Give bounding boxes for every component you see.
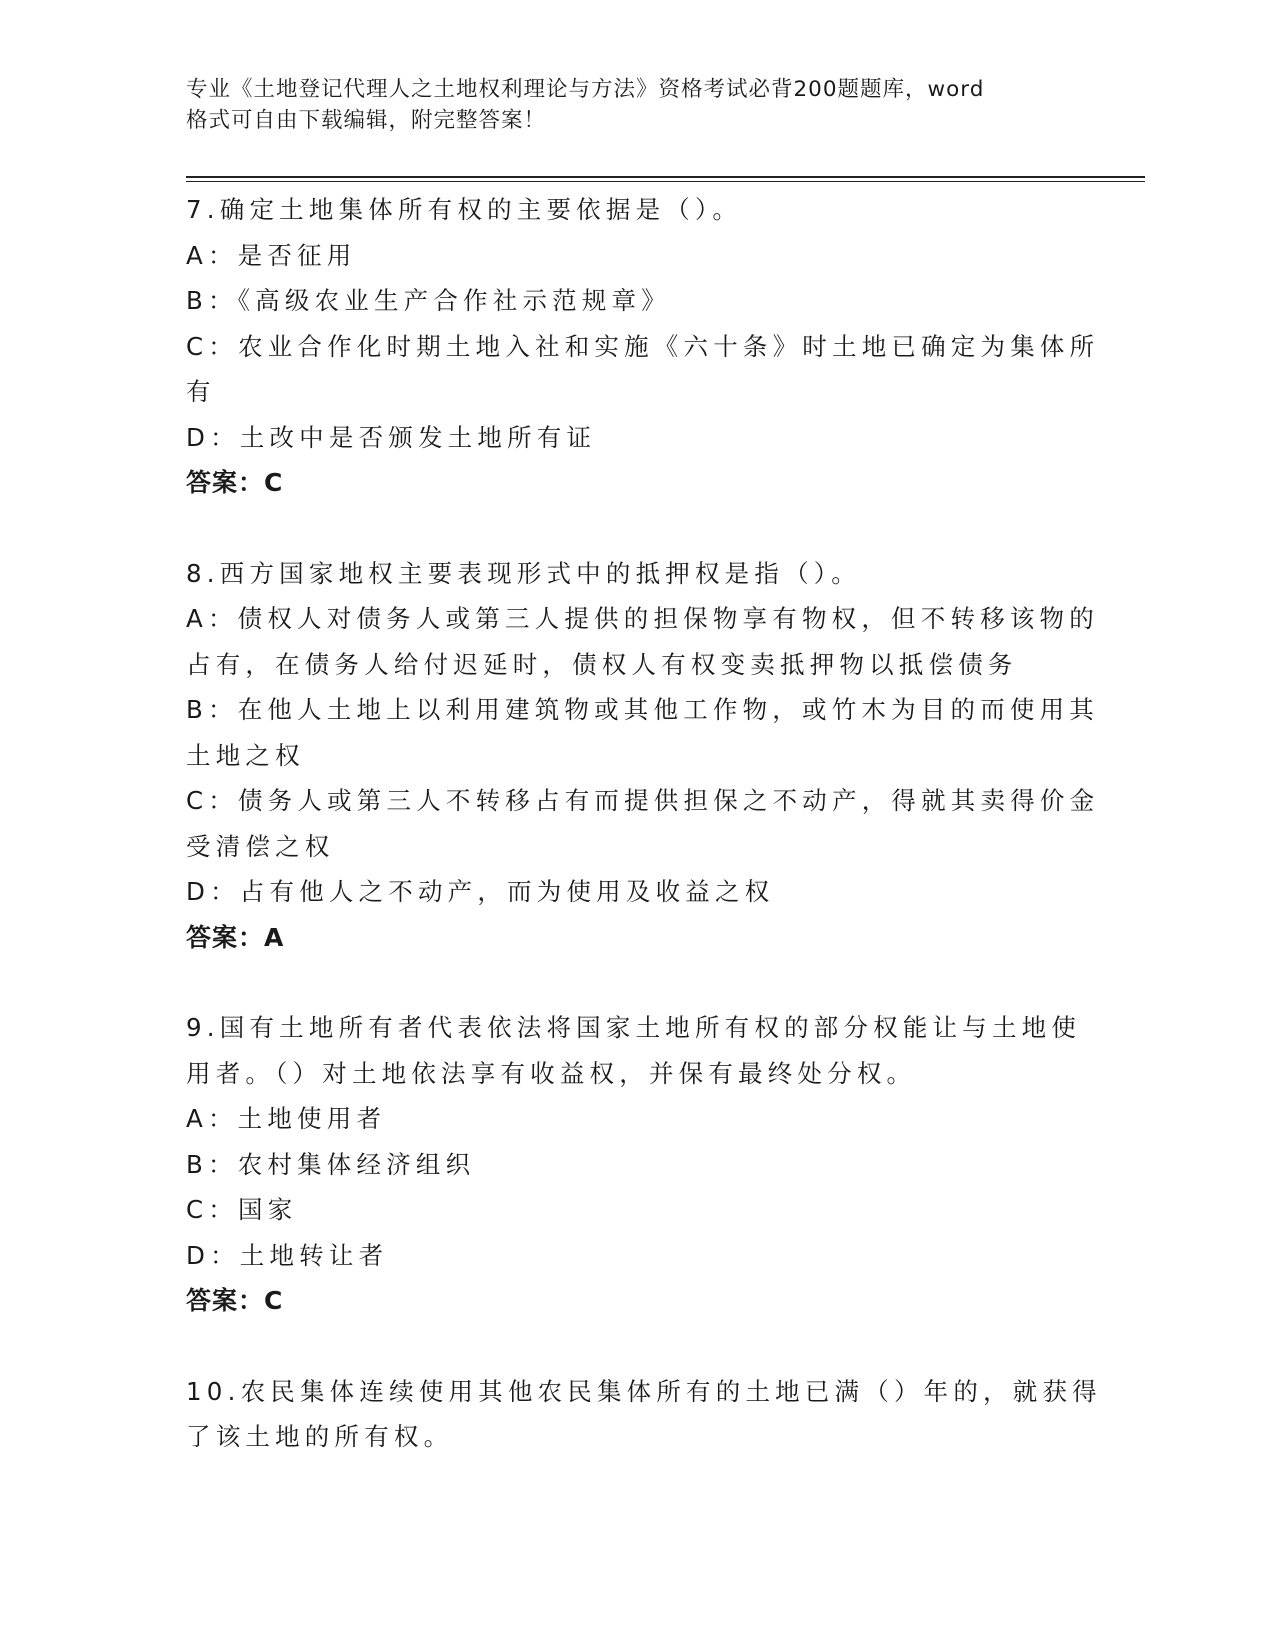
- option-b: B：《高级农业生产合作社示范规章》: [186, 286, 671, 315]
- question-7: [186, 187, 1100, 506]
- option-a: A：是否征用: [186, 240, 357, 270]
- question-stem: 10.农民集体连续使用其他农民集体所有的土地已满（）年的，就获得: [186, 1376, 1102, 1406]
- option-a: A：债权人对债务人或第三人提供的担保物享有物权，但不转移该物的: [186, 604, 1099, 633]
- option-c-continued: 受清偿之权: [186, 831, 335, 861]
- question-list: [186, 187, 1102, 1505]
- answer-label: 答案：C: [186, 1286, 284, 1315]
- option-b: B：农村集体经济组织: [186, 1149, 476, 1179]
- option-d: D：土地转让者: [186, 1240, 389, 1270]
- option-a-continued: 占有，在债务人给付迟延时，债权人有权变卖抵押物以抵偿债务: [186, 649, 1018, 679]
- question-10: [186, 1369, 1102, 1460]
- option-d: D：占有他人之不动产，而为使用及收益之权: [186, 877, 775, 906]
- option-c: C：农业合作化时期土地入社和实施《六十条》时土地已确定为集体所: [186, 331, 1100, 361]
- header-line-2: 格式可自由下载编辑，附完整答案！: [186, 108, 547, 133]
- question-stem: 9.国有土地所有者代表依法将国家土地所有权的部分权能让与土地使: [186, 1013, 1082, 1042]
- header-rule-thin: [186, 181, 1145, 182]
- option-c: C：国家: [186, 1195, 298, 1224]
- option-c: C：债务人或第三人不转移占有而提供担保之不动产，得就其卖得价金: [186, 786, 1100, 815]
- question-stem: 7.确定土地集体所有权的主要依据是（）。: [186, 195, 743, 224]
- answer-label: 答案：A: [186, 922, 285, 952]
- option-a: A：土地使用者: [186, 1104, 387, 1133]
- header-rule-thick: [186, 176, 1145, 178]
- answer-label: 答案：C: [186, 468, 284, 497]
- option-b: B：在他人土地上以利用建筑物或其他工作物，或竹木为目的而使用其: [186, 695, 1100, 724]
- option-b-continued: 土地之权: [186, 740, 305, 770]
- question-9: [186, 1005, 1082, 1324]
- document-header: [186, 74, 1066, 136]
- header-line-1: 专业《土地登记代理人之土地权利理论与方法》资格考试必背200题题库，word: [186, 77, 985, 102]
- question-8: [186, 551, 1100, 961]
- question-stem-continued: 用者。（）对土地依法享有收益权，并保有最终处分权。: [186, 1058, 917, 1088]
- option-d: D：土改中是否颁发土地所有证: [186, 422, 597, 452]
- question-stem: 8.西方国家地权主要表现形式中的抵押权是指（）。: [186, 558, 861, 588]
- question-stem-continued: 了该土地的所有权。: [186, 1422, 454, 1451]
- option-c-continued: 有: [186, 377, 216, 406]
